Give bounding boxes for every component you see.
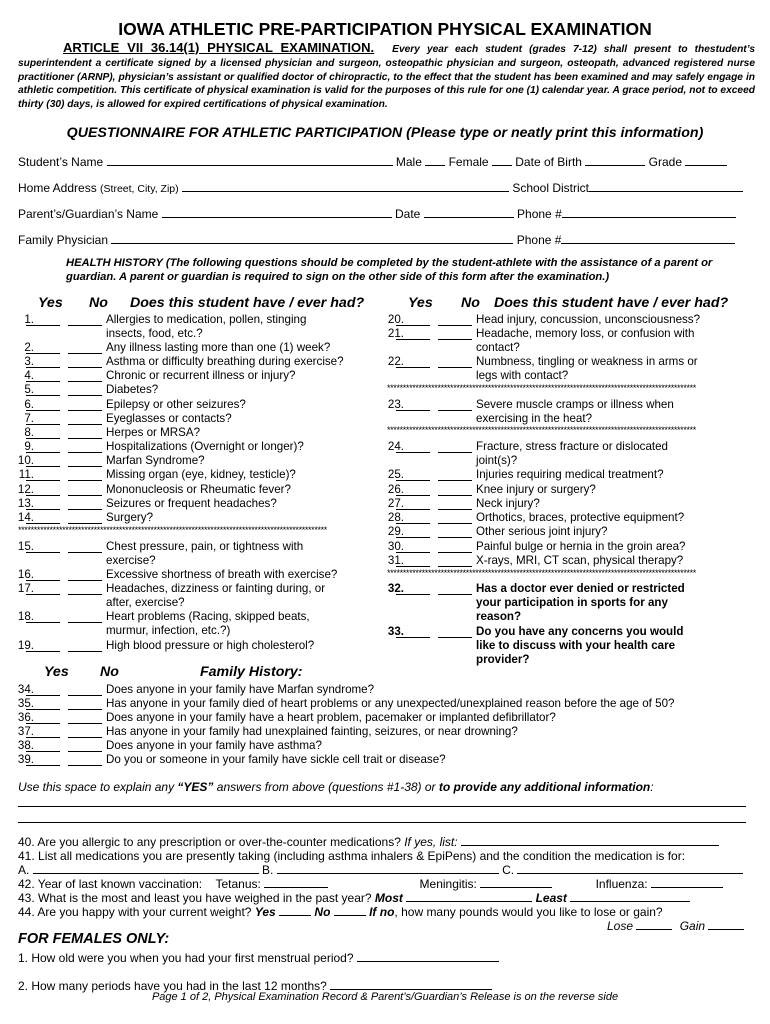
q41-c-field[interactable]: [517, 862, 743, 874]
no-answer-blank[interactable]: [438, 554, 472, 567]
no-answer-blank[interactable]: [68, 725, 102, 738]
tetanus-field[interactable]: [264, 876, 328, 888]
no-answer-blank[interactable]: [68, 739, 102, 752]
yes-answer-blank[interactable]: [396, 327, 430, 340]
no-answer-blank[interactable]: [68, 582, 102, 595]
question-text: Herpes or MRSA?: [106, 426, 201, 439]
q40-field[interactable]: [461, 834, 719, 846]
yes-header: Yes: [408, 295, 433, 311]
gain-field[interactable]: [708, 918, 744, 930]
yes-answer-blank[interactable]: [26, 313, 60, 326]
question-text: Heart problems (Racing, skipped beats,: [106, 610, 310, 623]
yes-answer-blank[interactable]: [26, 610, 60, 623]
q41-a-label: A.: [18, 863, 30, 877]
parent-row: [18, 206, 736, 221]
question-text-cont: after, exercise?: [106, 596, 185, 609]
explain-text: Use this space to explain any: [18, 780, 178, 794]
question-text: Has anyone in your family died of heart problems or any unexpected/unexplained reason before the age of 50?: [106, 697, 675, 710]
question-number: 9.: [24, 440, 34, 453]
question-number: 4.: [24, 369, 34, 382]
lose-gain-row: [607, 918, 744, 933]
question-number: 6.: [24, 398, 34, 411]
q44-if-no: If no: [369, 905, 395, 919]
question-number: 20.: [387, 313, 404, 326]
no-answer-blank[interactable]: [68, 412, 102, 425]
question-text: Does anyone in your family have asthma?: [106, 739, 322, 752]
q44-no-label: No: [314, 905, 331, 919]
dob-label: Date of Birth: [515, 155, 582, 169]
yes-answer-blank[interactable]: [26, 440, 60, 453]
no-answer-blank[interactable]: [68, 753, 102, 766]
question-text: Head injury, concussion, unconsciousness?: [476, 313, 701, 326]
explain-line-1[interactable]: [18, 806, 746, 807]
no-answer-blank[interactable]: [68, 511, 102, 524]
no-answer-blank[interactable]: [68, 440, 102, 453]
female-label: Female: [448, 155, 489, 169]
no-answer-blank[interactable]: [438, 582, 472, 595]
no-answer-blank[interactable]: [438, 497, 472, 510]
separator-stars: **************************************************************************************************: [387, 384, 696, 393]
question-text-cont: your participation in sports for any: [476, 596, 668, 609]
q42-row: [18, 876, 723, 891]
yes-answer-blank[interactable]: [26, 582, 60, 595]
q40-row: [18, 834, 719, 849]
yes-answer-blank[interactable]: [26, 398, 60, 411]
yes-answer-blank[interactable]: [26, 511, 60, 524]
male-field[interactable]: [425, 154, 445, 166]
question-text: Neck injury?: [476, 497, 540, 510]
question-text-cont: like to discuss with your health care: [476, 639, 676, 652]
explain-yes: “YES”: [177, 780, 214, 794]
question-number: 12.: [17, 483, 34, 496]
yes-answer-blank[interactable]: [26, 683, 60, 696]
female-q2-text: 2. How many periods have you had in the last 12 months?: [18, 979, 327, 993]
question-text: Any illness lasting more than one (1) week?: [106, 341, 331, 354]
no-answer-blank[interactable]: [68, 468, 102, 481]
family-no-header: No: [100, 664, 119, 680]
yes-answer-blank[interactable]: [26, 725, 60, 738]
question-text: Does anyone in your family have Marfan syndrome?: [106, 683, 375, 696]
question-text: Eyeglasses or contacts?: [106, 412, 232, 425]
student-name-row: [18, 154, 727, 169]
question-number: 26.: [387, 483, 404, 496]
q41-a-field[interactable]: [33, 862, 259, 874]
question-text-cont: insects, food, etc.?: [106, 327, 203, 340]
question-text: Marfan Syndrome?: [106, 454, 205, 467]
explain-colon: :: [650, 780, 654, 794]
question-number: 28.: [387, 511, 404, 524]
question-number: 33.: [387, 625, 404, 638]
question-number: 1.: [24, 313, 34, 326]
question-header: Does this student have / ever had?: [494, 295, 729, 311]
yes-answer-blank[interactable]: [26, 454, 60, 467]
lose-field[interactable]: [636, 918, 672, 930]
no-answer-blank[interactable]: [68, 568, 102, 581]
question-text-cont: murmur, infection, etc.?): [106, 624, 231, 637]
question-number: 2.: [24, 341, 34, 354]
article-heading: ARTICLE VII 36.14(1) PHYSICAL EXAMINATION.: [63, 40, 375, 55]
yes-answer-blank[interactable]: [26, 739, 60, 752]
question-text: Asthma or difficulty breathing during exercise?: [106, 355, 344, 368]
phone2-label: Phone #: [516, 233, 562, 247]
date-field[interactable]: [424, 206, 514, 218]
question-text-cont: contact?: [476, 341, 520, 354]
no-answer-blank[interactable]: [438, 440, 472, 453]
q44-lose-gain-text: , how many pounds would you like to lose or gain?: [394, 905, 663, 919]
q44-yes-label: Yes: [254, 905, 276, 919]
form-title: IOWA ATHLETIC PRE-PARTICIPATION PHYSICAL EXAMINATION: [118, 19, 652, 39]
district-field[interactable]: [589, 180, 743, 192]
no-answer-blank[interactable]: [438, 625, 472, 638]
question-text: Chest pressure, pain, or tightness with: [106, 540, 304, 553]
grade-field[interactable]: [685, 154, 727, 166]
least-field[interactable]: [570, 890, 690, 902]
no-answer-blank[interactable]: [68, 697, 102, 710]
parent-field[interactable]: [162, 206, 392, 218]
q41-b-label: B.: [262, 863, 274, 877]
influenza-label: Influenza:: [595, 877, 648, 891]
question-text-cont: reason?: [476, 610, 522, 623]
student-name-label: Student’s Name: [18, 155, 104, 169]
question-number: 21.: [387, 327, 404, 340]
q41-c-label: C.: [502, 863, 515, 877]
no-answer-blank[interactable]: [68, 383, 102, 396]
question-number: 31.: [387, 554, 404, 567]
lose-label: Lose: [607, 919, 634, 933]
explain-line-2[interactable]: [18, 822, 746, 823]
yes-answer-blank[interactable]: [26, 412, 60, 425]
physician-field[interactable]: [111, 232, 513, 244]
question-text: Knee injury or surgery?: [476, 483, 596, 496]
question-text: Do you or someone in your family have sickle cell trait or disease?: [106, 753, 446, 766]
address-row: [18, 180, 743, 195]
question-number: 8.: [24, 426, 34, 439]
no-answer-blank[interactable]: [438, 398, 472, 411]
male-label: Male: [395, 155, 422, 169]
female-field[interactable]: [492, 154, 512, 166]
question-text: Missing organ (eye, kidney, testicle)?: [106, 468, 296, 481]
no-answer-blank[interactable]: [438, 483, 472, 496]
phone2-field[interactable]: [561, 232, 735, 244]
address-hint: (Street, City, Zip): [100, 183, 179, 195]
no-answer-blank[interactable]: [438, 525, 472, 538]
q41-b-field[interactable]: [277, 862, 499, 874]
yes-answer-blank[interactable]: [396, 440, 430, 453]
q44-yes-field[interactable]: [279, 904, 311, 916]
question-number: 37.: [17, 725, 34, 738]
question-number: 18.: [17, 610, 34, 623]
q43-row: [18, 890, 690, 905]
no-answer-blank[interactable]: [68, 683, 102, 696]
question-number: 38.: [17, 739, 34, 752]
physician-row: [18, 232, 735, 247]
least-label: Least: [535, 891, 567, 905]
meningitis-label: Meningitis:: [419, 877, 477, 891]
q44-text: 44. Are you happy with your current weight?: [18, 905, 252, 919]
separator-stars: **************************************************************************************************: [387, 426, 696, 435]
yes-answer-blank[interactable]: [396, 313, 430, 326]
yes-answer-blank[interactable]: [26, 497, 60, 510]
no-answer-blank[interactable]: [68, 711, 102, 724]
question-text: Diabetes?: [106, 383, 159, 396]
question-number: 39.: [17, 753, 34, 766]
health-history-note: HEALTH HISTORY (The following questions should be completed by the student-athlete with the assistance of a parent or guardian. A parent or guardian is required to sign on the other side of this form after the examination.): [66, 257, 713, 283]
no-header: No: [89, 295, 108, 311]
no-answer-blank[interactable]: [68, 483, 102, 496]
question-number: 16.: [17, 568, 34, 581]
question-text: Severe muscle cramps or illness when: [476, 398, 674, 411]
yes-answer-blank[interactable]: [26, 697, 60, 710]
question-text: Has a doctor ever denied or restricted: [476, 582, 685, 595]
question-number: 14.: [17, 511, 34, 524]
female-q2-field[interactable]: [330, 978, 492, 990]
question-text: Mononucleosis or Rheumatic fever?: [106, 483, 291, 496]
question-text: Headache, memory loss, or confusion with: [476, 327, 695, 340]
question-number: 35.: [17, 697, 34, 710]
question-text: Surgery?: [106, 511, 154, 524]
no-header: No: [461, 295, 480, 311]
no-answer-blank[interactable]: [438, 327, 472, 340]
yes-answer-blank[interactable]: [396, 540, 430, 553]
no-answer-blank[interactable]: [438, 511, 472, 524]
question-number: 29.: [387, 525, 404, 538]
question-number: 19.: [17, 639, 34, 652]
family-yes-header: Yes: [44, 664, 69, 680]
no-answer-blank[interactable]: [438, 355, 472, 368]
parent-label: Parent’s/Guardian’s Name: [18, 207, 159, 221]
no-answer-blank[interactable]: [68, 610, 102, 623]
question-number: 13.: [17, 497, 34, 510]
yes-answer-blank[interactable]: [396, 483, 430, 496]
yes-answer-blank[interactable]: [396, 355, 430, 368]
page-footer: Page 1 of 2, Physical Examination Record & Parent’s/Guardian’s Release is on the reverse side: [151, 991, 619, 1003]
question-text: Allergies to medication, pollen, stinging: [106, 313, 307, 326]
question-text: Other serious joint injury?: [476, 525, 608, 538]
question-number: 30.: [387, 540, 404, 553]
no-answer-blank[interactable]: [68, 398, 102, 411]
questionnaire-heading: QUESTIONNAIRE FOR ATHLETIC PARTICIPATION (Please type or neatly print this information): [66, 125, 704, 141]
yes-header: Yes: [38, 295, 63, 311]
yes-answer-blank[interactable]: [396, 554, 430, 567]
yes-answer-blank[interactable]: [26, 426, 60, 439]
yes-answer-blank[interactable]: [396, 511, 430, 524]
tetanus-label: Tetanus:: [215, 877, 261, 891]
separator-stars: **************************************************************************************************: [387, 569, 696, 578]
question-text: Injuries requiring medical treatment?: [476, 468, 664, 481]
question-text: High blood pressure or high cholesterol?: [106, 639, 315, 652]
no-answer-blank[interactable]: [68, 540, 102, 553]
question-number: 5.: [24, 383, 34, 396]
q40-if-yes: If yes, list:: [404, 835, 458, 849]
question-text: Hospitalizations (Overnight or longer)?: [106, 440, 304, 453]
grade-label: Grade: [648, 155, 683, 169]
yes-answer-blank[interactable]: [26, 753, 60, 766]
question-text-cont: exercise?: [106, 554, 156, 567]
question-number: 36.: [17, 711, 34, 724]
question-text: Epilepsy or other seizures?: [106, 398, 246, 411]
question-number: 24.: [387, 440, 404, 453]
intro-rest: student’s superintendent a certificate signed by a licensed physician and surgeon, osteopathic physician and surgeon, osteopath, advanced registered nurse practitioner (ARNP), physician’s assistant or qualified doctor of chiropractic, to the effect that the student has been examined and may safely engage in athletic competition. This certificate of physical examination is valid for the purposes of this rule for one (1) calendar year. A grace period, not to exceed thirty (30) days, is allowed for expired certifications of physical examination.: [18, 44, 756, 111]
yes-answer-blank[interactable]: [26, 568, 60, 581]
no-answer-blank[interactable]: [68, 497, 102, 510]
yes-answer-blank[interactable]: [396, 582, 430, 595]
question-text: Seizures or frequent headaches?: [106, 497, 277, 510]
no-answer-blank[interactable]: [68, 454, 102, 467]
student-name-field[interactable]: [107, 154, 393, 166]
no-answer-blank[interactable]: [68, 426, 102, 439]
question-number: 34.: [17, 683, 34, 696]
question-number: 7.: [24, 412, 34, 425]
female-q1-row: [18, 950, 499, 965]
question-number: 22.: [387, 355, 404, 368]
question-number: 23.: [387, 398, 404, 411]
yes-answer-blank[interactable]: [396, 625, 430, 638]
question-number: 15.: [17, 540, 34, 553]
address-label: Home Address: [18, 181, 97, 195]
yes-answer-blank[interactable]: [26, 369, 60, 382]
yes-answer-blank[interactable]: [26, 468, 60, 481]
no-answer-blank[interactable]: [438, 468, 472, 481]
question-number: 32.: [387, 582, 404, 595]
question-number: 27.: [387, 497, 404, 510]
female-q1-field[interactable]: [357, 950, 499, 962]
yes-answer-blank[interactable]: [26, 540, 60, 553]
question-text-cont: provider?: [476, 653, 530, 666]
no-answer-blank[interactable]: [68, 369, 102, 382]
meningitis-field[interactable]: [480, 876, 552, 888]
date-label: Date: [394, 207, 421, 221]
explain-additional: to provide any additional information: [438, 780, 651, 794]
family-history-title: Family History:: [200, 664, 303, 680]
question-number: 17.: [17, 582, 34, 595]
question-text: Chronic or recurrent illness or injury?: [106, 369, 296, 382]
question-text: Painful bulge or hernia in the groin area?: [476, 540, 686, 553]
question-text: Do you have any concerns you would: [476, 625, 684, 638]
separator-stars: **************************************************************************************************: [18, 526, 327, 535]
yes-answer-blank[interactable]: [396, 497, 430, 510]
yes-answer-blank[interactable]: [396, 398, 430, 411]
question-number: 11.: [18, 468, 34, 481]
influenza-field[interactable]: [651, 876, 723, 888]
phone-label: Phone #: [517, 207, 562, 221]
gain-label: Gain: [679, 919, 706, 933]
explain-prompt: [18, 780, 654, 794]
no-answer-blank[interactable]: [438, 540, 472, 553]
question-number: 3.: [24, 355, 34, 368]
female-q1-text: 1. How old were you when you had your first menstrual period?: [18, 951, 354, 965]
question-text: Does anyone in your family have a heart problem, pacemaker or implanted defibrillator?: [106, 711, 556, 724]
q42-text: 42. Year of last known vaccination:: [18, 877, 203, 891]
question-text: Orthotics, braces, protective equipment?: [476, 511, 685, 524]
most-field[interactable]: [406, 890, 532, 902]
district-label: School District: [512, 181, 589, 195]
q41-abc-row: [18, 862, 743, 877]
yes-answer-blank[interactable]: [26, 355, 60, 368]
question-text-cont: joint(s)?: [476, 454, 518, 467]
question-number: 10.: [17, 454, 34, 467]
physician-label: Family Physician: [18, 233, 109, 247]
q44-row: [18, 904, 663, 919]
explain-text: answers from above (questions #1-38) or: [213, 780, 439, 794]
no-answer-blank[interactable]: [68, 341, 102, 354]
yes-answer-blank[interactable]: [26, 711, 60, 724]
q43-text: 43. What is the most and least you have weighed in the past year?: [18, 891, 372, 905]
question-number: 25.: [387, 468, 404, 481]
yes-answer-blank[interactable]: [26, 483, 60, 496]
yes-answer-blank[interactable]: [396, 525, 430, 538]
question-text: Fracture, stress fracture or dislocated: [476, 440, 669, 453]
question-text: Excessive shortness of breath with exercise?: [106, 568, 338, 581]
question-text-cont: legs with contact?: [476, 369, 569, 382]
question-header: Does this student have / ever had?: [130, 295, 365, 311]
yes-answer-blank[interactable]: [26, 639, 60, 652]
females-heading: FOR FEMALES ONLY:: [18, 931, 170, 947]
yes-answer-blank[interactable]: [26, 383, 60, 396]
yes-answer-blank[interactable]: [26, 341, 60, 354]
q44-no-field[interactable]: [334, 904, 366, 916]
no-answer-blank[interactable]: [438, 313, 472, 326]
phone-field[interactable]: [562, 206, 736, 218]
most-label: Most: [374, 891, 403, 905]
question-text: Has anyone in your family had unexplained fainting, seizures, or near drowning?: [106, 725, 518, 738]
question-text: Numbness, tingling or weakness in arms or: [476, 355, 698, 368]
question-text: Headaches, dizziness or fainting during, or: [106, 582, 326, 595]
intro-line1: Every year each student (grades 7-12) shall present to the: [392, 44, 710, 55]
q40-text: 40. Are you allergic to any prescription or over-the-counter medications?: [18, 835, 401, 849]
q41-row: 41. List all medications you are presently taking (including asthma inhalers & EpiPens) and the condition the medication is for:: [18, 849, 686, 863]
yes-answer-blank[interactable]: [396, 468, 430, 481]
intro-paragraph: [18, 41, 755, 112]
dob-field[interactable]: [585, 154, 645, 166]
question-text: X-rays, MRI, CT scan, physical therapy?: [476, 554, 684, 567]
address-field[interactable]: [182, 180, 509, 192]
question-text-cont: exercising in the heat?: [476, 412, 593, 425]
no-answer-blank[interactable]: [68, 639, 102, 652]
no-answer-blank[interactable]: [68, 313, 102, 326]
no-answer-blank[interactable]: [68, 355, 102, 368]
